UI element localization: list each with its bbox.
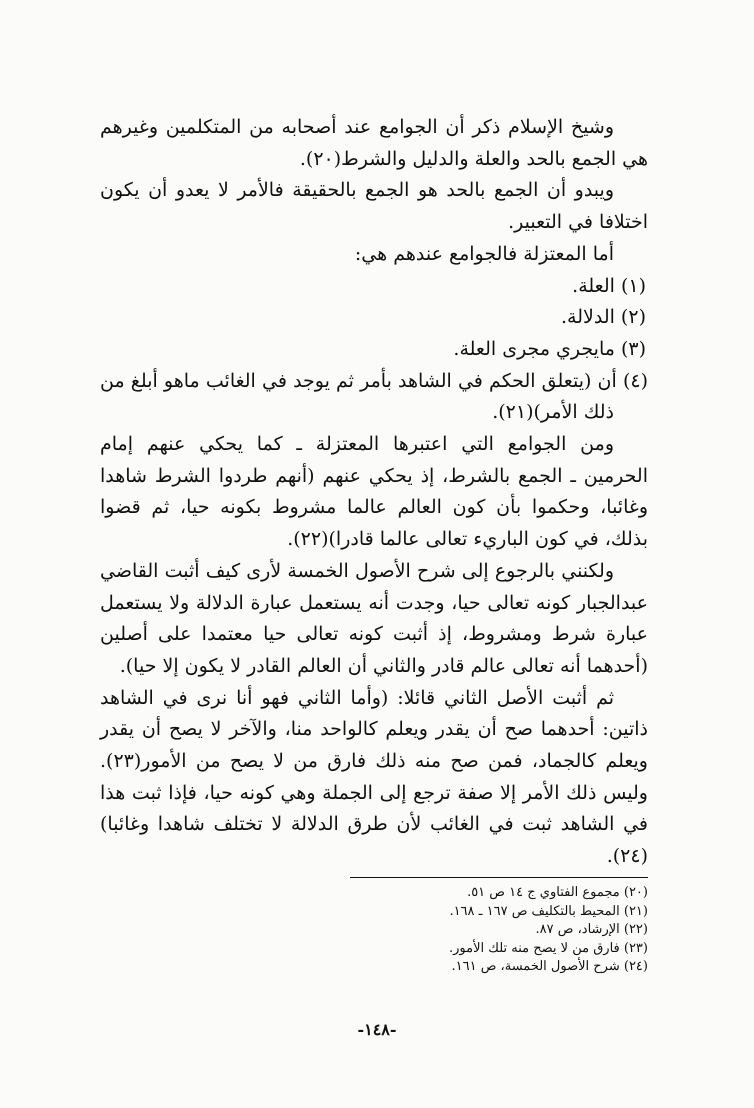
paragraph: وشيخ الإسلام ذكر أن الجوامع عند أصحابه من المتكلمين وغيرهم هي الجمع بالحد والعلة والدليل والشرط(٢٠). [100,116,648,170]
page-number: -١٤٨- [357,1020,397,1039]
paragraph: ومن الجوامع التي اعتبرها المعتزلة ـ كما يحكي عنهم إمام الحرمين ـ الجمع بالشرط، إذ يحكي عنهم (أنهم طردوا الشرط شاهدا وغائبا، وحكموا بأن كون العالم عالما مشروط بكونه حيا، ثم قضوا بذلك، في كون الباريء تعالى عالما قادرا)(٢٢). [100,433,648,551]
footnote: (٢٣) فارق من لا يصح منه تلك الأمور. [449,940,648,956]
footnote-divider [350,877,648,878]
paragraph: ولكنني بالرجوع إلى شرح الأصول الخمسة لأرى كيف أثبت القاضي عبدالجبار كونه تعالى حيا، وجدت أنه يستعمل عبارة الدلالة ولا يستعمل عبارة شرط ومشروط، إذ أثبت كونه تعالى حيا معتمدا على أصلين (أحدهما أنه تعالى عالم قادر والثاني أن العالم القادر لا يكون إلا حيا). [100,559,648,677]
list-item: (٢) الدلالة. [561,306,646,329]
footnote: (٢٤) شرح الأصول الخمسة، ص ١٦١. [451,959,648,975]
list-item: (١) العلة. [572,274,646,297]
paragraph: أما المعتزلة فالجوامع عندهم هي: [354,242,614,265]
body-text [100,112,648,873]
list-item: (٤) أن (يتعلق الحكم في الشاهد بأمر ثم يوجد في الغائب ماهو أبلغ من ذلك الأمر)(٢١). [100,369,648,424]
footnote: (٢٢) الإرشاد، ص ٨٧. [535,922,648,938]
footnotes [330,884,648,977]
footnote: (٢٠) مجموع الفتاوي ج ١٤ ص ٥١. [467,885,648,900]
footnote: (٢١) المحيط بالتكليف ص ١٦٧ ـ ١٦٨. [449,903,648,919]
list-item: (٣) مايجري مجرى العلة. [453,337,646,360]
paragraph: ثم أثبت الأصل الثاني قائلا: (وأما الثاني فهو أنا نرى في الشاهد ذاتين: أحدهما صح أن يقدر ويعلم كالواحد منا، والآخر لا يصح أن يقدر ويعلم كالجماد، فمن صح منه ذلك فارق من لا يصح من الأمور(٢٣). وليس ذلك الأمر إلا صفة ترجع إلى الجملة وهي كونه حيا، فإذا ثبت هذا في الشاهد ثبت في الغائب لأن طرق الدلالة لا تختلف شاهدا وغائبا)(٢٤). [100,686,648,868]
paragraph: ويبدو أن الجمع بالحد هو الجمع بالحقيقة فالأمر لا يعدو أن يكون اختلافا في التعبير. [100,179,648,234]
